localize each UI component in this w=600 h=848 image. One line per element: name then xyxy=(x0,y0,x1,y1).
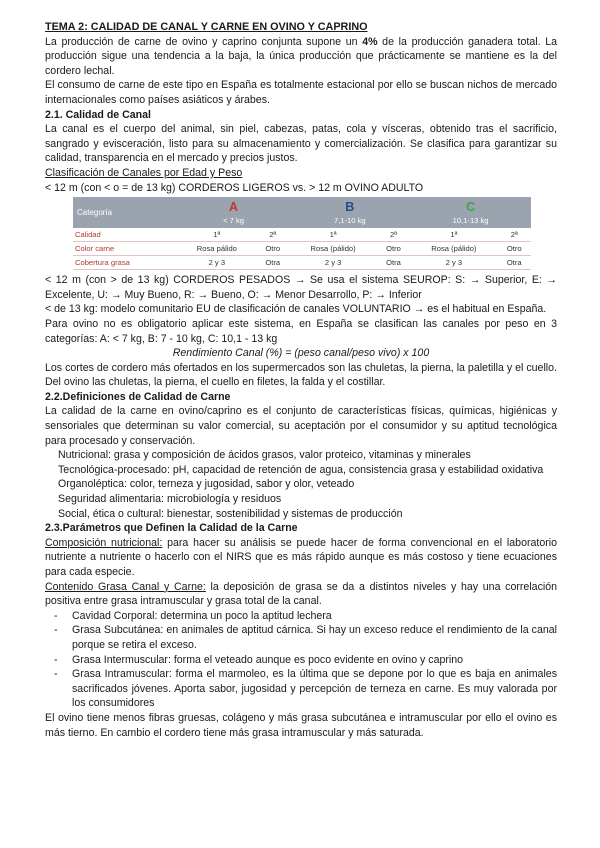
list-item: - Grasa Intermuscular: forma el veteado aunque es poco evidente en ovino y caprino xyxy=(45,653,557,668)
group-letter: A xyxy=(229,199,239,214)
table-cell: Otro xyxy=(256,242,289,256)
table-row xyxy=(73,242,531,256)
table-cell: 1ª xyxy=(178,228,256,242)
weight-categories-paragraph: Para ovino no es obligatorio aplicar este sistema, en España se clasifican las canales por peso en 3 categorías: A: < 7 kg, B: 7 - 10 kg, C: 10,1 - 13 kg xyxy=(45,317,557,345)
table-cell: 1ª xyxy=(289,228,376,242)
table-cell: Rosa (pálido) xyxy=(289,242,376,256)
closing-paragraph: El ovino tiene menos fibras gruesas, colágeno y más grasa subcutánea e intramuscular por ello el ovino es más tierno. En cambio el cordero tiene más grasa intramuscular y más saturada. xyxy=(45,711,557,739)
fat-content-paragraph: Contenido Grasa Canal y Carne: la deposición de grasa se da a distintos niveles y hay una correlación positiva entre grasa intramuscular y grasa total de la canal. xyxy=(45,580,557,608)
table-cell: 2ª xyxy=(498,228,531,242)
table-cell: 1ª xyxy=(410,228,497,242)
table-cell: Rosa (pálido) xyxy=(410,242,497,256)
yield-formula: Rendimiento Canal (%) = (peso canal/peso vivo) x 100 xyxy=(172,347,430,360)
cuts-paragraph: Los cortes de cordero más ofertados en los supermercados son las chuletas, la pierna, la paletilla y el cuello. Del ovino las chuletas, la pierna, el cuello en filetes, la falda y el costillar. xyxy=(45,361,557,389)
intro-paragraph-1: La producción de carne de ovino y caprino conjunta supone un 4% de la producción ganadera total. La producción sigue una tendencia a la baja, la única producción que prácticamente se mantiene es la del cordero lechal. xyxy=(45,35,557,77)
table-group-c xyxy=(410,197,531,228)
table-row xyxy=(73,256,531,270)
table-cell: 2ª xyxy=(256,228,289,242)
meat-quality-definition: La calidad de la carne en ovino/caprino es el conjunto de características físicas, químicas, higiénicas y sensoriales que determinan su valor comercial, su aceptación por el consumidor y su aptitud tecnológica para procesado y conservación. xyxy=(45,405,557,447)
document-page xyxy=(45,20,557,740)
intro-paragraph-2: El consumo de carne de este tipo en España es totalmente estacional por ello se buscan nichos de mercado internacionales como países asiáticos y árabes. xyxy=(45,79,557,106)
canal-definition: La canal es el cuerpo del animal, sin piel, cabezas, patas, cola y vísceras, obtenido tras el sacrificio, sangrado y evisceración, listo para su almacenamiento y comercialización. Se clasifica para garantizar su calidad, transparencia en el mercado y precios justos. xyxy=(45,123,557,165)
lamb-vs-adult-line: < 12 m (con < o = de 13 kg) CORDEROS LIGEROS vs. > 12 m OVINO ADULTO xyxy=(45,181,424,194)
table-cell: Otro xyxy=(498,242,531,256)
row-label: Cobertura grasa xyxy=(73,256,178,270)
table-cell: Rosa pálido xyxy=(178,242,256,256)
quality-aspect: Social, ética o cultural: bienestar, sostenibilidad y sistemas de producción xyxy=(58,507,403,520)
table-cell: 2ª xyxy=(377,228,410,242)
list-item: - Cavidad Corporal: determina un poco la aptitud lechera xyxy=(45,609,557,624)
section-2-2-heading: 2.2.Definiciones de Calidad de Carne xyxy=(45,390,231,403)
seurop-paragraph: < 12 m (con > de 13 kg) CORDEROS PESADOS → Se usa el sistema SEUROP: S: → Superior, E: → Excelente, U: → Muy Bueno, R: → Bueno, O: → Menor Desarrollo, P: → Inferior xyxy=(45,274,557,301)
section-2-1-heading: 2.1. Calidad de Canal xyxy=(45,108,151,121)
list-item: - Grasa Subcutánea: en animales de aptitud cárnica. Si hay un exceso reduce el rendimiento de la canal porque se retira el exceso. xyxy=(45,623,557,652)
classification-subheading: Clasificación de Canales por Edad y Peso xyxy=(45,166,243,179)
group-weight: < 7 kg xyxy=(223,215,244,225)
group-letter: C xyxy=(466,199,476,214)
fat-types-list xyxy=(45,609,557,711)
table-cell: Otra xyxy=(256,256,289,270)
list-item: - Grasa Intramuscular: forma el marmoleo, es la última que se depone por lo que es baja en animales sacrificados jóvenes. Aporta sabor, jugosidad y percepción de terneza en carne. Es muy valorada por los consumidores xyxy=(45,667,557,711)
row-label: Color carne xyxy=(73,242,178,256)
table-header-category: Categoría xyxy=(73,197,178,228)
nutritional-composition-paragraph: Composición nutricional: para hacer su análisis se puede hacer de forma convencional en el laboratorio nutriente a nutriente o hacerlo con el NIRS que es más rápido aunque es más costoso y tiene ecuaciones para cada especie. xyxy=(45,536,557,578)
table-cell: 2 y 3 xyxy=(289,256,376,270)
eu-model-paragraph: < de 13 kg: modelo comunitario EU de clasificación de canales VOLUNTARIO → es el habitual en España. xyxy=(45,303,547,316)
group-weight: 7,1-10 kg xyxy=(333,215,366,225)
classification-table xyxy=(73,197,531,270)
quality-aspect: Seguridad alimentaria: microbiología y residuos xyxy=(58,493,282,506)
group-letter: B xyxy=(345,199,355,214)
group-weight: 10,1-13 kg xyxy=(452,215,489,225)
table-cell: Otra xyxy=(498,256,531,270)
table-cell: 2 y 3 xyxy=(178,256,256,270)
table-cell: Otra xyxy=(377,256,410,270)
document-title: TEMA 2: CALIDAD DE CANAL Y CARNE EN OVINO Y CAPRINO xyxy=(45,21,368,33)
quality-aspect: Tecnológica-procesado: pH, capacidad de retención de agua, consistencia grasa y estabilidad oxidativa xyxy=(58,463,544,476)
quality-aspect: Nutricional: grasa y composición de ácidos grasos, valor proteico, vitaminas y minerales xyxy=(58,449,471,462)
table-group-a xyxy=(178,197,290,228)
table-cell: Otro xyxy=(377,242,410,256)
quality-aspect: Organoléptica: color, terneza y jugosidad, sabor y olor, veteado xyxy=(58,478,355,491)
table-cell: 2 y 3 xyxy=(410,256,497,270)
table-group-b xyxy=(289,197,410,228)
section-2-3-heading: 2.3.Parámetros que Definen la Calidad de la Carne xyxy=(45,522,298,535)
table-row xyxy=(73,228,531,242)
row-label: Calidad xyxy=(73,228,178,242)
